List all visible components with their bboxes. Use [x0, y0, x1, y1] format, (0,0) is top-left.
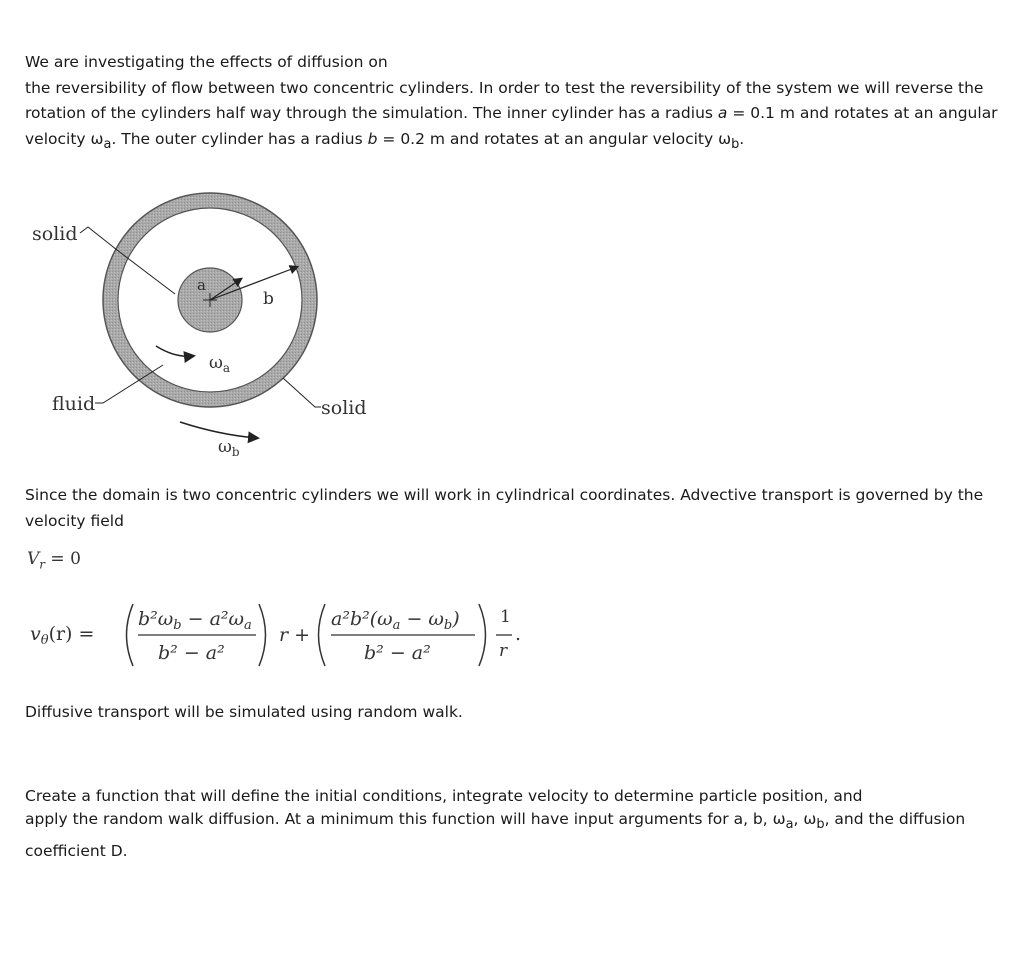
solid-right-leader — [283, 378, 321, 407]
task-line-2: apply the random walk diffusion. At a minimum this function will have input arguments for a, b, ω — [25, 810, 786, 828]
omega-b-subscript: b — [731, 136, 740, 152]
task-line-1: Create a function that will define the initial conditions, integrate velocity to determine particle position, and — [25, 787, 863, 805]
intro-line-2: the reversibility of flow between two concentric cylinders. In order to test the reversibility of the system we will reverse the rotation of the cylinders half way through the simulation. The inner cylinder has a radius — [25, 78, 984, 122]
svg-text:1: 1 — [500, 607, 511, 627]
task-line-3: coefficient D. — [25, 842, 128, 861]
radius-a-symbol: a — [717, 104, 728, 122]
svg-text:b² − a²: b² − a² — [364, 642, 431, 664]
svg-text:r +: r + — [279, 624, 311, 646]
radius-b-symbol: b — [367, 129, 378, 148]
solid-top-label: solid — [32, 223, 78, 245]
advective-paragraph: Since the domain is two concentric cylinders we will work in cylindrical coordinates. Advective transport is governed by the velocity field — [25, 486, 984, 530]
concentric-cylinders-diagram — [25, 190, 405, 470]
radius-a-label: a — [197, 276, 206, 294]
svg-text:a²b²(ωa − ωb): $a^2b^2(\omega_a - \omega_b)$ — [331, 608, 460, 633]
svg-text:vθ(r) =: $v_\theta(r)$ = — [30, 623, 95, 648]
intro-paragraph — [25, 50, 1000, 157]
fluid-label: fluid — [52, 393, 96, 415]
radius-b-value: = 0.2 m and rotates at an angular velocity ω — [377, 129, 732, 148]
angular-velocity-equation — [30, 590, 670, 670]
svg-text:.: . — [515, 623, 522, 645]
omega-a-label: $\omega_a$ — [209, 353, 231, 375]
omega-a-subscript: a — [103, 136, 112, 152]
omega-b-label: $\omega_b$ — [218, 437, 240, 459]
radius-b-label: b — [263, 289, 274, 309]
task-paragraph: Create a function that will define the initial conditions, integrate velocity to determine particle position, and apply the random walk diffusion. At a minimum this function will have input arguments for a, b, $\omega_a$, $\omega_b$, and the diffusion coefficient D. — [25, 785, 1010, 863]
radial-velocity-equation: $V_r = 0$ — [27, 549, 81, 572]
omega-b-rotation-arrow — [180, 422, 257, 438]
intro-middle: . The outer cylinder has a radius — [111, 129, 368, 148]
radius-a-value: = 0.1 m and rotates at an angular velocity ω — [25, 104, 998, 148]
intro-line-1: We are investigating the effects of diffusion on — [25, 53, 388, 71]
svg-text:r: r — [499, 641, 508, 661]
solid-right-label: solid — [321, 397, 367, 419]
diffusive-paragraph: Diffusive transport will be simulated using random walk. — [25, 703, 463, 721]
intro-end: . — [739, 129, 745, 148]
svg-text:b²ωb − a²ωa: $b^2\omega_b - a^2\omega_a$ — [138, 608, 252, 633]
svg-text:b² − a²: b² − a² — [158, 642, 225, 664]
